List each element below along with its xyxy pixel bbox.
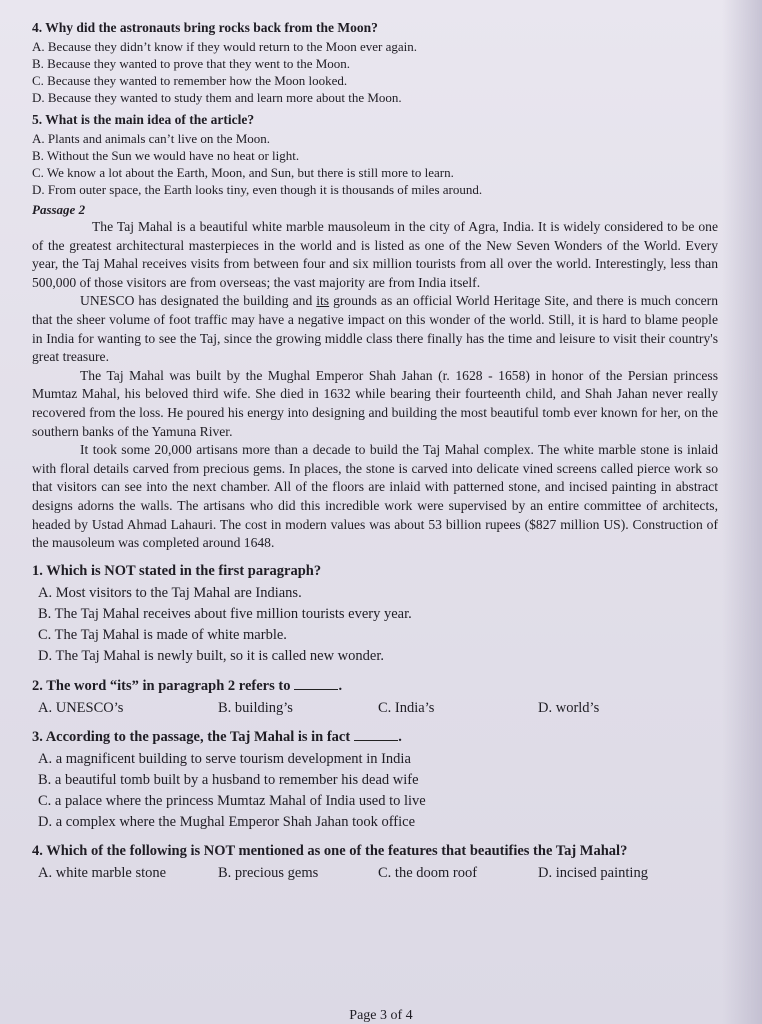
question-2 <box>32 677 718 718</box>
option-b: B. Because they wanted to prove that they went to the Moon. <box>32 56 351 71</box>
option-d: D. From outer space, the Earth looks tiny, even though it is thousands of miles around. <box>32 182 483 197</box>
question-end: . <box>398 728 402 745</box>
option-a: A. a magnificent building to serve tourism development in India <box>38 750 411 767</box>
question-end: . <box>338 677 343 694</box>
question-4 <box>32 843 718 883</box>
paragraph-3: The Taj Mahal was built by the Mughal Emperor Shah Jahan (r. 1628 - 1658) in honor of the Persian princess Mumtaz Mahal, his beloved third wife. She died in 1632 while bearing their fourteenth child, and Shah Jahan never really recovered from the loss. He poured his energy into designing and building the most beautiful tomb ever known for her, on the southern banks of the Yamuna River. <box>32 367 718 439</box>
question-title-text: 3. According to the passage, the Taj Mahal is in fact <box>32 728 351 745</box>
question-3 <box>32 728 718 833</box>
option-b: B. a beautiful tomb built by a husband to remember his dead wife <box>38 771 419 788</box>
question-4-prev <box>32 20 718 106</box>
option-c: C. a palace where the princess Mumtaz Mahal of India used to live <box>38 792 426 809</box>
passage-label: Passage 2 <box>32 202 86 217</box>
answer-blank <box>354 728 398 741</box>
question-title: 4. Why did the astronauts bring rocks back from the Moon? <box>32 20 378 35</box>
paragraph-2 <box>32 292 718 366</box>
question-title: 1. Which is NOT stated in the first paragraph? <box>32 562 322 579</box>
option-b: B. building’s <box>218 699 293 716</box>
page-edge-shadow <box>722 0 762 1024</box>
option-c: C. India’s <box>378 699 435 716</box>
answer-blank <box>294 677 338 690</box>
paragraph-2-text-a: UNESCO has designated the building and <box>80 293 317 309</box>
option-c: C. We know a lot about the Earth, Moon, and Sun, but there is still more to learn. <box>32 165 454 180</box>
option-d: D. world’s <box>538 699 600 716</box>
option-a: A. Because they didn’t know if they would return to the Moon ever again. <box>32 39 417 54</box>
paragraph-1: The Taj Mahal is a beautiful white marble mausoleum in the city of Agra, India. It is widely considered to be one of the greatest architectural masterpieces in the world and is listed as one of the New Seven Wonders of the World. Every year, the Taj Mahal receives visits from between four and six million tourists from all over the world. Interestingly, less than 500,000 of those visitors are from overseas; the vast majority are from India itself. <box>32 219 718 290</box>
question-title-text: 2. The word “its” in paragraph 2 refers to <box>32 677 291 694</box>
question-title: 4. Which of the following is NOT mentioned as one of the features that beautifies the Taj Mahal? <box>32 842 628 859</box>
option-b: B. Without the Sun we would have no heat or light. <box>32 148 300 163</box>
option-d: D. a complex where the Mughal Emperor Shah Jahan took office <box>38 813 416 830</box>
option-d: D. incised painting <box>538 864 648 881</box>
paragraph-2-text-b: grounds as an official World Heritage Site, and there is much concern that the sheer volume of foot traffic may have a negative impact on this wonder of the world. Still, it is hard to blame people in India for wanting to see the Taj, since the growing middle class there finally has the time and leisure to visit their country's great treasure. <box>32 293 718 365</box>
option-c: C. The Taj Mahal is made of white marble. <box>38 626 287 643</box>
option-d: D. Because they wanted to study them and learn more about the Moon. <box>32 90 402 105</box>
option-b: B. precious gems <box>218 864 319 881</box>
passage-2 <box>32 202 718 553</box>
option-a: A. white marble stone <box>38 864 167 881</box>
question-title <box>32 728 718 746</box>
option-a: A. Plants and animals can’t live on the Moon. <box>32 131 271 146</box>
paragraph-4: It took some 20,000 artisans more than a decade to build the Taj Mahal complex. The white marble stone is inlaid with floral details carved from precious gems. In places, the stone is carved into delicate vined screens called pierce work so that visitors can see into the next chamber. All of the floors are inlaid with patterned stone, and incised painting in abstract designs adorns the walls. The artisans who did this incredible work were supervised by an entire committee of architects, headed by Ustad Ahmad Lahauri. The cost in modern values was about 53 billion rupees ($827 million US). Construction of the mausoleum was completed around 1648. <box>32 442 718 551</box>
page-number: Page 3 of 4 <box>349 1008 413 1023</box>
option-b: B. The Taj Mahal receives about five million tourists every year. <box>38 605 412 622</box>
option-a: A. Most visitors to the Taj Mahal are Indians. <box>38 584 302 601</box>
underlined-word-its: its <box>316 293 330 309</box>
question-title <box>32 677 718 695</box>
option-d: D. The Taj Mahal is newly built, so it is called new wonder. <box>38 647 384 664</box>
option-c: C. the doom roof <box>378 864 478 881</box>
option-a: A. UNESCO’s <box>38 699 124 716</box>
question-title: 5. What is the main idea of the article? <box>32 112 255 127</box>
passage-questions <box>32 563 718 883</box>
options-row <box>32 863 718 883</box>
option-c: C. Because they wanted to remember how the Moon looked. <box>32 73 348 88</box>
question-5-prev <box>32 112 718 198</box>
question-1 <box>32 563 718 667</box>
options-row <box>32 698 718 718</box>
